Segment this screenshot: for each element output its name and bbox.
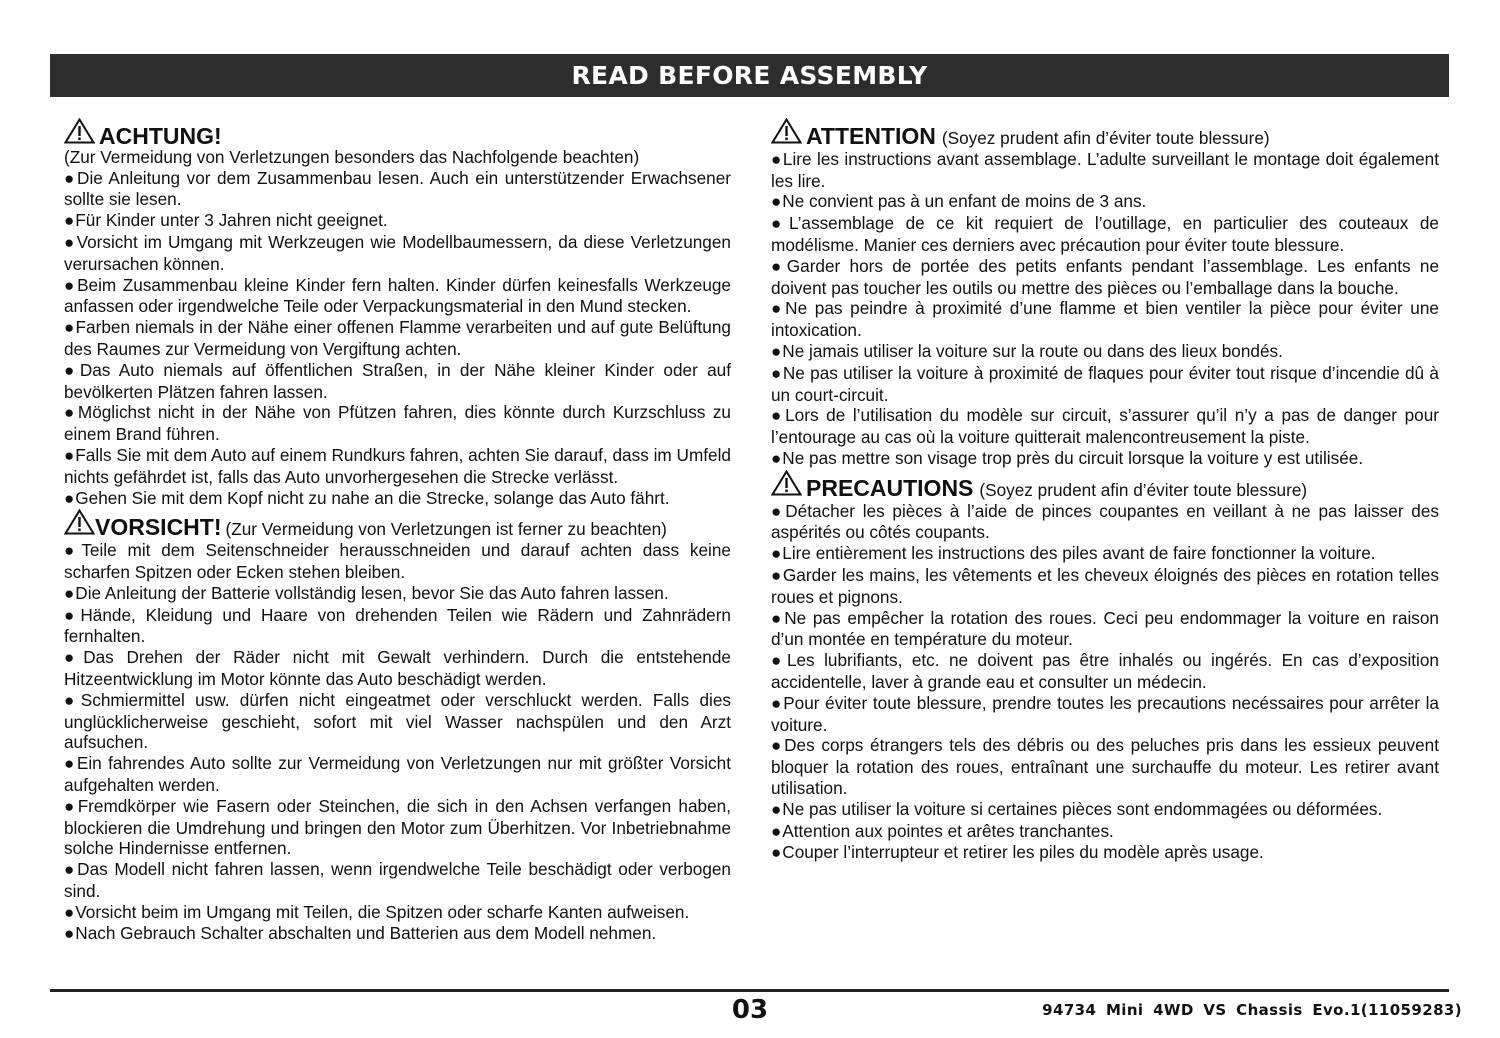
bullet-item: ● L’assemblage de ce kit requiert de l’outillage, en particulier des couteaux de modélisme. Manier ces derniers avec précaution pour éviter toute blessure.: [771, 213, 1439, 256]
bullet-item: ● Détacher les pièces à l’aide de pinces coupantes en veillant à ne pas laisser des aspérités ou côtés coupants.: [771, 501, 1439, 544]
bullet-item: ● Pour éviter toute blessure, prendre toutes les precautions necéssaires pour arrêter la voiture.: [771, 693, 1439, 736]
bullet-item: ● Ne pas peindre à proximité d’une flamme et bien ventiler la pièce pour éviter une intoxication.: [771, 298, 1439, 341]
achtung-heading: [64, 118, 731, 147]
vorsicht-list: [64, 540, 731, 945]
warning-triangle-icon: [771, 470, 802, 496]
bullet-item: ● Falls Sie mit dem Auto auf einem Rundkurs fahren, achten Sie darauf, dass im Umfeld nichts gefährdet ist, falls das Auto unvorhergesehen die Strecke verlässt.: [64, 445, 731, 488]
attention-heading: [771, 118, 1439, 149]
footer-rule: [50, 989, 1449, 992]
bullet-item: ● Lire entièrement les instructions des piles avant de faire fonctionner la voiture.: [771, 543, 1439, 565]
attention-list: [771, 149, 1439, 470]
bullet-item: ● Das Modell nicht fahren lassen, wenn irgendwelche Teile beschädigt oder verbogen sind.: [64, 859, 731, 902]
precautions-title: PRECAUTIONS: [806, 474, 974, 501]
bullet-item: ● Die Anleitung der Batterie vollständig lesen, bevor Sie das Auto fahren lassen.: [64, 583, 731, 605]
precautions-subtitle: (Soyez prudent afin d’éviter toute blessure): [979, 479, 1308, 500]
bullet-item: ● Gehen Sie mit dem Kopf nicht zu nahe an die Strecke, solange das Auto fährt.: [64, 488, 731, 510]
bullet-item: ● Möglichst nicht in der Nähe von Pfützen fahren, dies könnte durch Kurzschluss zu einem Brand führen.: [64, 402, 731, 445]
achtung-list: [64, 168, 731, 510]
bullet-item: ● Vorsicht im Umgang mit Werkzeugen wie Modellbaumessern, da diese Verletzungen verursachen können.: [64, 232, 731, 275]
french-column: [771, 118, 1439, 864]
bullet-item: ● Des corps étrangers tels des débris ou des peluches pris dans les essieux peuvent bloquer la rotation des roues, entraînant une surchauffe du moteur. Les retirer avant utilisation.: [771, 735, 1439, 798]
bullet-item: ● Die Anleitung vor dem Zusammenbau lesen. Auch ein unterstützender Erwachsener sollte sie lesen.: [64, 168, 731, 211]
bullet-item: ● Ne pas empêcher la rotation des roues. Ceci peu endommager la voiture en raison d’un montée en température du moteur.: [771, 608, 1439, 651]
achtung-title: ACHTUNG!: [99, 123, 222, 149]
bullet-item: ● Nach Gebrauch Schalter abschalten und Batterien aus dem Modell nehmen.: [64, 923, 731, 945]
bullet-item: ● Couper l’interrupteur et retirer les piles du modèle après usage.: [771, 842, 1439, 864]
warning-triangle-icon: [64, 509, 95, 535]
precautions-list: [771, 501, 1439, 865]
bullet-item: ● Attention aux pointes et arêtes tranchantes.: [771, 821, 1439, 843]
bullet-item: ● Vorsicht beim im Umgang mit Teilen, die Spitzen oder scharfe Kanten aufweisen.: [64, 902, 731, 924]
bullet-item: ● Teile mit dem Seitenschneider herausschneiden und darauf achten dass keine scharfen Spitzen oder Ecken stehen bleiben.: [64, 540, 731, 583]
bullet-item: ● Lire les instructions avant assemblage. L’adulte surveillant le montage doit également les lire.: [771, 149, 1439, 192]
bullet-item: ● Für Kinder unter 3 Jahren nicht geeignet.: [64, 210, 731, 232]
vorsicht-title: VORSICHT!: [95, 514, 222, 541]
attention-subtitle: (Soyez prudent afin d’éviter toute blessure): [941, 128, 1270, 148]
bullet-item: ● Farben niemals in der Nähe einer offenen Flamme verarbeiten und auf gute Belüftung des Raumes zur Vermeidung von Vergiftung achten.: [64, 317, 731, 360]
vorsicht-heading: [64, 509, 731, 540]
warning-triangle-icon: [771, 118, 802, 144]
bullet-item: ● Ne pas utiliser la voiture si certaines pièces sont endommagées ou déformées.: [771, 799, 1439, 821]
bullet-item: ● Garder les mains, les vêtements et les cheveux éloignés des pièces en rotation telles roues et pignons.: [771, 565, 1439, 608]
german-column: [64, 118, 731, 945]
bullet-item: ● Lors de l’utilisation du modèle sur circuit, s’assurer qu’il n’y a pas de danger pour l’entourage au cas où la voiture quitterait malencontreusement la piste.: [771, 405, 1439, 448]
bullet-item: ● Ein fahrendes Auto sollte zur Vermeidung von Verletzungen nur mit größter Vorsicht aufgehalten werden.: [64, 753, 731, 796]
bullet-item: ● Les lubrifiants, etc. ne doivent pas être inhalés ou ingérés. En cas d’exposition accidentelle, laver à grande eau et consulter un médecin.: [771, 650, 1439, 693]
bullet-item: ● Ne jamais utiliser la voiture sur la route ou dans des lieux bondés.: [771, 341, 1439, 363]
bullet-item: ● Beim Zusammenbau kleine Kinder fern halten. Kinder dürfen keinesfalls Werkzeuge anfassen oder irgendwelche Teile oder Verpackungsmaterial in den Mund stecken.: [64, 275, 731, 318]
page-banner: READ BEFORE ASSEMBLY: [50, 54, 1449, 97]
bullet-item: ● Garder hors de portée des petits enfants pendant l’assemblage. Les enfants ne doivent pas toucher les outils ou mettre des pièces ou l’emballage dans la bouche.: [771, 256, 1439, 299]
bullet-item: ● Ne pas mettre son visage trop près du circuit lorsque la voiture y est utilisée.: [771, 448, 1439, 470]
attention-title: ATTENTION: [806, 123, 936, 149]
bullet-item: ● Hände, Kleidung und Haare von drehenden Teilen wie Rädern und Zahnrädern fernhalten.: [64, 605, 731, 648]
bullet-item: ● Schmiermittel usw. dürfen nicht eingeatmet oder verschluckt werden. Falls dies unglücklicherweise geschieht, sofort mit viel Wasser nachspülen und den Arzt aufsuchen.: [64, 690, 731, 753]
warning-triangle-icon: [64, 118, 95, 144]
model-code: 94734 Mini 4WD VS Chassis Evo.1(11059283): [1042, 1001, 1462, 1019]
bullet-item: ● Das Drehen der Räder nicht mit Gewalt verhindern. Durch die entstehende Hitzeentwicklung im Motor könnte das Auto beschädigt werden.: [64, 647, 731, 690]
precautions-heading: [771, 470, 1439, 501]
bullet-item: ● Das Auto niemals auf öffentlichen Straßen, in der Nähe kleiner Kinder oder auf bevölkerten Plätzen fahren lassen.: [64, 360, 731, 403]
achtung-subtitle: (Zur Vermeidung von Verletzungen besonders das Nachfolgende beachten): [64, 146, 640, 167]
bullet-item: ● Fremdkörper wie Fasern oder Steinchen, die sich in den Achsen verfangen haben, blockieren die Umdrehung und bringen den Motor zum Überhitzen. Vor Inbetriebnahme solche Hindernisse entfernen.: [64, 796, 731, 859]
page-number: 03: [731, 995, 769, 1025]
bullet-item: ● Ne convient pas à un enfant de moins de 3 ans.: [771, 191, 1439, 213]
bullet-item: ● Ne pas utiliser la voiture à proximité de flaques pour éviter tout risque d’incendie dû à un court-circuit.: [771, 363, 1439, 406]
vorsicht-subtitle: (Zur Vermeidung von Verletzungen ist ferner zu beachten): [225, 519, 667, 540]
